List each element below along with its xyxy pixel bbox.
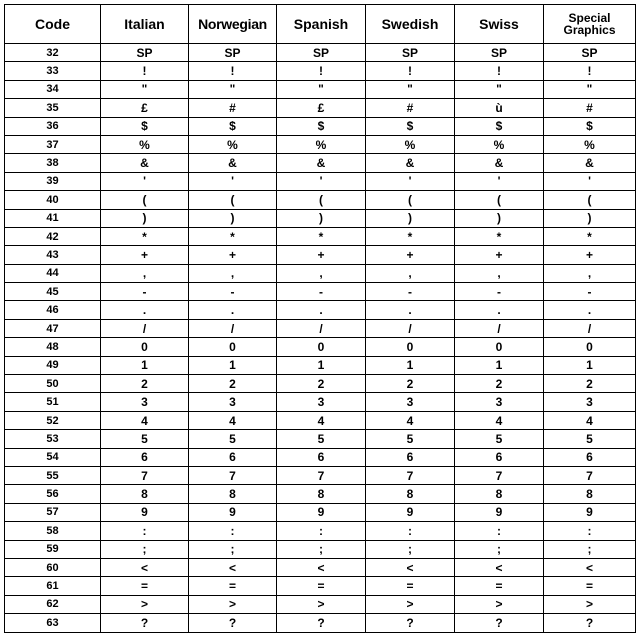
cell-swedish: > <box>366 595 455 613</box>
header-code: Code <box>5 5 101 44</box>
cell-code: 43 <box>5 246 101 264</box>
cell-special-graphics: ? <box>544 614 636 632</box>
table-row <box>5 393 636 411</box>
cell-italian: * <box>101 227 189 245</box>
cell-swedish: ) <box>366 209 455 227</box>
cell-italian: - <box>101 283 189 301</box>
cell-italian: + <box>101 246 189 264</box>
cell-swedish: 3 <box>366 393 455 411</box>
cell-spanish: 3 <box>277 393 366 411</box>
cell-italian: 2 <box>101 375 189 393</box>
table-row <box>5 283 636 301</box>
cell-norwegian: ' <box>189 172 277 190</box>
cell-swiss: ( <box>455 191 544 209</box>
cell-swiss: 4 <box>455 411 544 429</box>
cell-code: 60 <box>5 558 101 576</box>
cell-swiss: 1 <box>455 356 544 374</box>
cell-norwegian: $ <box>189 117 277 135</box>
cell-swiss: 5 <box>455 430 544 448</box>
cell-swiss: 9 <box>455 503 544 521</box>
cell-norwegian: 6 <box>189 448 277 466</box>
table-row <box>5 411 636 429</box>
cell-norwegian: 9 <box>189 503 277 521</box>
cell-spanish: 8 <box>277 485 366 503</box>
cell-spanish: > <box>277 595 366 613</box>
cell-swiss: < <box>455 558 544 576</box>
cell-norwegian: / <box>189 319 277 337</box>
header-spanish: Spanish <box>277 5 366 44</box>
cell-swiss: 6 <box>455 448 544 466</box>
cell-spanish: * <box>277 227 366 245</box>
cell-spanish: . <box>277 301 366 319</box>
cell-spanish: ' <box>277 172 366 190</box>
cell-special-graphics: * <box>544 227 636 245</box>
cell-italian: " <box>101 80 189 98</box>
cell-code: 39 <box>5 172 101 190</box>
cell-spanish: ! <box>277 62 366 80</box>
cell-code: 57 <box>5 503 101 521</box>
cell-swedish: " <box>366 80 455 98</box>
cell-italian: : <box>101 522 189 540</box>
cell-spanish: 7 <box>277 466 366 484</box>
table-row <box>5 117 636 135</box>
cell-swiss: - <box>455 283 544 301</box>
cell-code: 50 <box>5 375 101 393</box>
cell-special-graphics: ' <box>544 172 636 190</box>
cell-swedish: # <box>366 99 455 117</box>
cell-spanish: $ <box>277 117 366 135</box>
cell-code: 44 <box>5 264 101 282</box>
cell-swiss: $ <box>455 117 544 135</box>
cell-swedish: - <box>366 283 455 301</box>
table-row <box>5 62 636 80</box>
cell-italian: > <box>101 595 189 613</box>
table-row <box>5 172 636 190</box>
cell-code: 42 <box>5 227 101 245</box>
cell-swedish: 7 <box>366 466 455 484</box>
cell-swedish: $ <box>366 117 455 135</box>
cell-norwegian: : <box>189 522 277 540</box>
cell-spanish: , <box>277 264 366 282</box>
cell-italian: 9 <box>101 503 189 521</box>
table-row <box>5 356 636 374</box>
cell-norwegian: ) <box>189 209 277 227</box>
cell-swiss: : <box>455 522 544 540</box>
cell-spanish: 0 <box>277 338 366 356</box>
cell-swiss: 0 <box>455 338 544 356</box>
cell-italian: , <box>101 264 189 282</box>
cell-code: 52 <box>5 411 101 429</box>
cell-special-graphics: 9 <box>544 503 636 521</box>
table-row <box>5 338 636 356</box>
cell-swedish: & <box>366 154 455 172</box>
cell-spanish: - <box>277 283 366 301</box>
cell-swedish: ; <box>366 540 455 558</box>
cell-norwegian: = <box>189 577 277 595</box>
cell-italian: % <box>101 135 189 153</box>
cell-swiss: ? <box>455 614 544 632</box>
table-row <box>5 301 636 319</box>
cell-norwegian: SP <box>189 44 277 62</box>
table-row <box>5 80 636 98</box>
cell-code: 45 <box>5 283 101 301</box>
cell-italian: ; <box>101 540 189 558</box>
cell-code: 59 <box>5 540 101 558</box>
cell-code: 38 <box>5 154 101 172</box>
cell-norwegian: + <box>189 246 277 264</box>
table-row <box>5 135 636 153</box>
cell-spanish: : <box>277 522 366 540</box>
cell-spanish: SP <box>277 44 366 62</box>
header-special-graphics: Special Graphics <box>544 5 636 44</box>
table-row <box>5 227 636 245</box>
cell-special-graphics: 4 <box>544 411 636 429</box>
table-row <box>5 614 636 632</box>
cell-code: 56 <box>5 485 101 503</box>
cell-italian: 7 <box>101 466 189 484</box>
table-row <box>5 558 636 576</box>
cell-swedish: : <box>366 522 455 540</box>
cell-swedish: 2 <box>366 375 455 393</box>
cell-swiss: > <box>455 595 544 613</box>
cell-spanish: £ <box>277 99 366 117</box>
cell-special-graphics: - <box>544 283 636 301</box>
cell-italian: SP <box>101 44 189 62</box>
cell-special-graphics: 2 <box>544 375 636 393</box>
cell-norwegian: ? <box>189 614 277 632</box>
table-row <box>5 264 636 282</box>
cell-special-graphics: ! <box>544 62 636 80</box>
cell-swiss: = <box>455 577 544 595</box>
cell-code: 48 <box>5 338 101 356</box>
cell-norwegian: 0 <box>189 338 277 356</box>
cell-italian: / <box>101 319 189 337</box>
cell-swedish: ' <box>366 172 455 190</box>
cell-swedish: ( <box>366 191 455 209</box>
header-swiss: Swiss <box>455 5 544 44</box>
header-swedish: Swedish <box>366 5 455 44</box>
cell-code: 41 <box>5 209 101 227</box>
table-row <box>5 503 636 521</box>
character-table-container <box>4 4 636 633</box>
cell-special-graphics: & <box>544 154 636 172</box>
cell-spanish: / <box>277 319 366 337</box>
cell-swedish: 5 <box>366 430 455 448</box>
cell-special-graphics: 0 <box>544 338 636 356</box>
cell-italian: ? <box>101 614 189 632</box>
cell-swedish: 4 <box>366 411 455 429</box>
cell-norwegian: % <box>189 135 277 153</box>
cell-norwegian: 2 <box>189 375 277 393</box>
cell-italian: . <box>101 301 189 319</box>
cell-spanish: & <box>277 154 366 172</box>
cell-norwegian: ! <box>189 62 277 80</box>
cell-special-graphics: 5 <box>544 430 636 448</box>
cell-italian: 5 <box>101 430 189 448</box>
cell-code: 47 <box>5 319 101 337</box>
cell-norwegian: 1 <box>189 356 277 374</box>
character-code-table <box>4 4 636 633</box>
cell-swiss: 7 <box>455 466 544 484</box>
cell-swiss: ! <box>455 62 544 80</box>
cell-swiss: 3 <box>455 393 544 411</box>
cell-special-graphics: / <box>544 319 636 337</box>
table-row <box>5 485 636 503</box>
table-row <box>5 44 636 62</box>
cell-special-graphics: : <box>544 522 636 540</box>
cell-swedish: / <box>366 319 455 337</box>
cell-italian: ( <box>101 191 189 209</box>
cell-special-graphics: = <box>544 577 636 595</box>
cell-code: 32 <box>5 44 101 62</box>
cell-swiss: SP <box>455 44 544 62</box>
table-row <box>5 466 636 484</box>
cell-spanish: ; <box>277 540 366 558</box>
cell-special-graphics: 1 <box>544 356 636 374</box>
cell-italian: $ <box>101 117 189 135</box>
cell-norwegian: ( <box>189 191 277 209</box>
cell-italian: = <box>101 577 189 595</box>
cell-special-graphics: 8 <box>544 485 636 503</box>
cell-code: 40 <box>5 191 101 209</box>
cell-swedish: . <box>366 301 455 319</box>
cell-italian: 8 <box>101 485 189 503</box>
cell-norwegian: < <box>189 558 277 576</box>
cell-swiss: & <box>455 154 544 172</box>
cell-swiss: " <box>455 80 544 98</box>
cell-code: 35 <box>5 99 101 117</box>
cell-spanish: ( <box>277 191 366 209</box>
cell-swiss: , <box>455 264 544 282</box>
cell-italian: & <box>101 154 189 172</box>
cell-special-graphics: + <box>544 246 636 264</box>
cell-swedish: 0 <box>366 338 455 356</box>
cell-code: 36 <box>5 117 101 135</box>
cell-swedish: = <box>366 577 455 595</box>
cell-special-graphics: < <box>544 558 636 576</box>
cell-swiss: ) <box>455 209 544 227</box>
cell-swiss: * <box>455 227 544 245</box>
cell-swedish: 8 <box>366 485 455 503</box>
cell-code: 34 <box>5 80 101 98</box>
cell-swiss: % <box>455 135 544 153</box>
cell-spanish: 2 <box>277 375 366 393</box>
cell-code: 51 <box>5 393 101 411</box>
cell-swiss: / <box>455 319 544 337</box>
cell-norwegian: 7 <box>189 466 277 484</box>
cell-code: 37 <box>5 135 101 153</box>
cell-italian: 1 <box>101 356 189 374</box>
cell-special-graphics: % <box>544 135 636 153</box>
table-row <box>5 540 636 558</box>
cell-swiss: + <box>455 246 544 264</box>
cell-special-graphics: . <box>544 301 636 319</box>
cell-swedish: < <box>366 558 455 576</box>
cell-italian: ) <box>101 209 189 227</box>
cell-norwegian: - <box>189 283 277 301</box>
cell-norwegian: 8 <box>189 485 277 503</box>
cell-norwegian: , <box>189 264 277 282</box>
cell-norwegian: 3 <box>189 393 277 411</box>
cell-swedish: SP <box>366 44 455 62</box>
cell-special-graphics: ; <box>544 540 636 558</box>
cell-spanish: " <box>277 80 366 98</box>
cell-swiss: ù <box>455 99 544 117</box>
cell-italian: £ <box>101 99 189 117</box>
cell-special-graphics: > <box>544 595 636 613</box>
cell-code: 55 <box>5 466 101 484</box>
cell-swedish: ? <box>366 614 455 632</box>
cell-norwegian: . <box>189 301 277 319</box>
table-row <box>5 595 636 613</box>
cell-norwegian: & <box>189 154 277 172</box>
table-row <box>5 522 636 540</box>
table-header <box>5 5 636 44</box>
cell-spanish: % <box>277 135 366 153</box>
header-italian: Italian <box>101 5 189 44</box>
cell-norwegian: > <box>189 595 277 613</box>
cell-norwegian: ; <box>189 540 277 558</box>
header-norwegian: Norwegian <box>189 5 277 44</box>
header-row <box>5 5 636 44</box>
cell-swedish: * <box>366 227 455 245</box>
cell-spanish: = <box>277 577 366 595</box>
cell-special-graphics: 6 <box>544 448 636 466</box>
cell-code: 62 <box>5 595 101 613</box>
cell-spanish: 1 <box>277 356 366 374</box>
cell-special-graphics: # <box>544 99 636 117</box>
cell-code: 33 <box>5 62 101 80</box>
cell-swiss: ' <box>455 172 544 190</box>
table-row <box>5 448 636 466</box>
cell-swiss: ; <box>455 540 544 558</box>
cell-spanish: 6 <box>277 448 366 466</box>
cell-norwegian: # <box>189 99 277 117</box>
table-row <box>5 577 636 595</box>
table-body <box>5 44 636 633</box>
cell-code: 61 <box>5 577 101 595</box>
table-row <box>5 375 636 393</box>
cell-norwegian: 5 <box>189 430 277 448</box>
cell-special-graphics: ( <box>544 191 636 209</box>
cell-code: 58 <box>5 522 101 540</box>
cell-spanish: 5 <box>277 430 366 448</box>
cell-code: 49 <box>5 356 101 374</box>
cell-swedish: 1 <box>366 356 455 374</box>
cell-spanish: 9 <box>277 503 366 521</box>
cell-special-graphics: 7 <box>544 466 636 484</box>
table-row <box>5 209 636 227</box>
cell-code: 54 <box>5 448 101 466</box>
cell-spanish: ) <box>277 209 366 227</box>
cell-swedish: ! <box>366 62 455 80</box>
cell-special-graphics: $ <box>544 117 636 135</box>
table-row <box>5 246 636 264</box>
cell-italian: 4 <box>101 411 189 429</box>
cell-italian: 3 <box>101 393 189 411</box>
cell-italian: 6 <box>101 448 189 466</box>
cell-code: 63 <box>5 614 101 632</box>
cell-norwegian: * <box>189 227 277 245</box>
table-row <box>5 154 636 172</box>
cell-swedish: % <box>366 135 455 153</box>
cell-swedish: 6 <box>366 448 455 466</box>
table-row <box>5 430 636 448</box>
cell-swiss: 8 <box>455 485 544 503</box>
table-row <box>5 99 636 117</box>
cell-special-graphics: 3 <box>544 393 636 411</box>
cell-swedish: + <box>366 246 455 264</box>
table-row <box>5 191 636 209</box>
cell-swiss: 2 <box>455 375 544 393</box>
cell-spanish: ? <box>277 614 366 632</box>
cell-code: 46 <box>5 301 101 319</box>
cell-special-graphics: SP <box>544 44 636 62</box>
cell-spanish: < <box>277 558 366 576</box>
cell-code: 53 <box>5 430 101 448</box>
cell-italian: ' <box>101 172 189 190</box>
cell-special-graphics: , <box>544 264 636 282</box>
cell-special-graphics: " <box>544 80 636 98</box>
table-row <box>5 319 636 337</box>
cell-special-graphics: ) <box>544 209 636 227</box>
cell-norwegian: " <box>189 80 277 98</box>
cell-italian: 0 <box>101 338 189 356</box>
cell-italian: ! <box>101 62 189 80</box>
cell-swiss: . <box>455 301 544 319</box>
cell-norwegian: 4 <box>189 411 277 429</box>
cell-swedish: 9 <box>366 503 455 521</box>
cell-spanish: + <box>277 246 366 264</box>
cell-swedish: , <box>366 264 455 282</box>
cell-italian: < <box>101 558 189 576</box>
cell-spanish: 4 <box>277 411 366 429</box>
